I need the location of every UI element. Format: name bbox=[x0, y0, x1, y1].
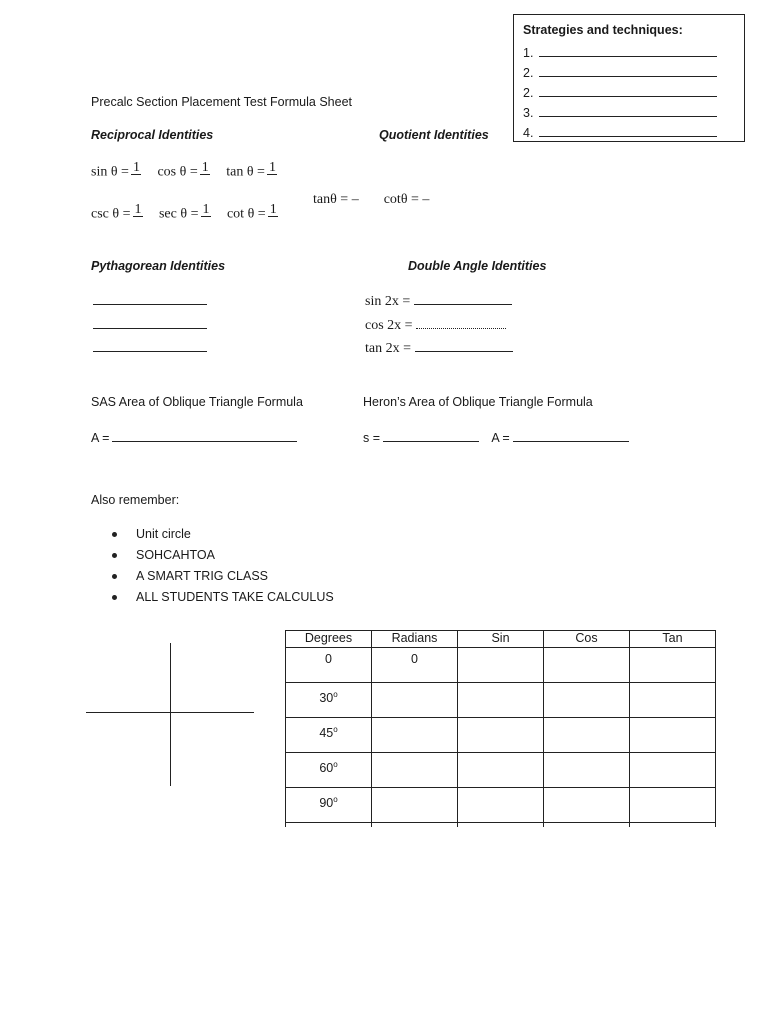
horizontal-axis bbox=[86, 712, 254, 713]
double-angle-sin: sin 2x = bbox=[365, 291, 512, 310]
pythagorean-blank[interactable] bbox=[93, 328, 207, 329]
cell-radians[interactable] bbox=[372, 753, 458, 788]
double-angle-cos: cos 2x = bbox=[365, 315, 506, 334]
cell-tan[interactable] bbox=[630, 648, 716, 683]
reciprocal-heading: Reciprocal Identities bbox=[91, 128, 214, 142]
double-angle-heading: Double Angle Identities bbox=[408, 259, 547, 273]
cell-radians[interactable] bbox=[372, 788, 458, 823]
cell-tan[interactable] bbox=[630, 683, 716, 718]
table-row bbox=[286, 683, 716, 718]
strategy-number: 2. bbox=[523, 66, 534, 80]
angle-table bbox=[285, 630, 716, 827]
double-angle-cos-blank[interactable] bbox=[416, 315, 506, 329]
strategy-line[interactable] bbox=[523, 123, 717, 139]
cell-degrees: 45$^o$ bbox=[286, 718, 372, 753]
table-cell bbox=[372, 823, 458, 828]
reciprocal-term: tan θ = 1 bbox=[226, 162, 278, 183]
sas-answer: A = bbox=[91, 428, 297, 445]
strategy-blank[interactable] bbox=[539, 63, 717, 77]
table-row bbox=[286, 753, 716, 788]
strategy-line[interactable] bbox=[523, 63, 717, 79]
cell-degrees: 90$^o$ bbox=[286, 788, 372, 823]
reciprocal-term: cos θ = 1 bbox=[157, 162, 210, 183]
cell-degrees: 0 bbox=[286, 648, 372, 683]
strategy-blank[interactable] bbox=[539, 103, 717, 117]
strategies-box bbox=[513, 14, 745, 142]
quotient-cot: cotθ = – bbox=[383, 192, 430, 207]
header-sin: Sin bbox=[458, 631, 544, 648]
cell-degrees: 30$^o$ bbox=[286, 683, 372, 718]
reciprocal-term: sec θ = 1 bbox=[159, 204, 211, 225]
cell-sin[interactable] bbox=[458, 648, 544, 683]
cell-cos[interactable] bbox=[544, 648, 630, 683]
reciprocal-term: sin θ = 1 bbox=[91, 162, 142, 183]
cell-cos[interactable] bbox=[544, 788, 630, 823]
strategy-blank[interactable] bbox=[539, 123, 717, 137]
table-header-row bbox=[286, 631, 716, 648]
heron-answer: s = A = bbox=[363, 428, 629, 445]
cell-degrees: 60$^o$ bbox=[286, 753, 372, 788]
vertical-axis bbox=[170, 643, 171, 786]
pythagorean-heading: Pythagorean Identities bbox=[91, 259, 226, 273]
strategy-blank[interactable] bbox=[539, 43, 717, 57]
pythagorean-blank[interactable] bbox=[93, 304, 207, 305]
cell-cos[interactable] bbox=[544, 683, 630, 718]
heron-s-blank[interactable] bbox=[383, 428, 479, 442]
sas-heading: SAS Area of Oblique Triangle Formula bbox=[91, 395, 303, 409]
cell-sin[interactable] bbox=[458, 718, 544, 753]
reciprocal-row-2 bbox=[91, 204, 291, 225]
cell-sin[interactable] bbox=[458, 788, 544, 823]
table-row bbox=[286, 788, 716, 823]
double-angle-tan-blank[interactable] bbox=[415, 338, 513, 352]
strategy-line[interactable] bbox=[523, 83, 717, 99]
header-cos: Cos bbox=[544, 631, 630, 648]
heron-a-blank[interactable] bbox=[513, 428, 629, 442]
reciprocal-term: csc θ = 1 bbox=[91, 204, 143, 225]
table-cell bbox=[286, 823, 372, 828]
sas-blank[interactable] bbox=[112, 428, 297, 442]
table-row bbox=[286, 718, 716, 753]
strategy-number: 2. bbox=[523, 86, 534, 100]
quotient-row bbox=[313, 192, 429, 208]
strategy-line[interactable] bbox=[523, 43, 717, 59]
table-row bbox=[286, 823, 716, 828]
double-angle-tan: tan 2x = bbox=[365, 338, 513, 357]
quotient-tan: tanθ = – bbox=[313, 192, 359, 207]
cell-cos[interactable] bbox=[544, 753, 630, 788]
strategy-line[interactable] bbox=[523, 103, 717, 119]
cell-tan[interactable] bbox=[630, 718, 716, 753]
heron-heading: Heron’s Area of Oblique Triangle Formula bbox=[363, 395, 593, 409]
table-cell bbox=[544, 823, 630, 828]
cell-cos[interactable] bbox=[544, 718, 630, 753]
cell-tan[interactable] bbox=[630, 788, 716, 823]
cell-radians[interactable] bbox=[372, 683, 458, 718]
double-angle-sin-blank[interactable] bbox=[414, 291, 512, 305]
strategies-title: Strategies and techniques: bbox=[523, 23, 683, 37]
quotient-heading: Quotient Identities bbox=[379, 128, 489, 142]
cell-sin[interactable] bbox=[458, 683, 544, 718]
table-row bbox=[286, 648, 716, 683]
cell-radians: 0 bbox=[372, 648, 458, 683]
cell-sin[interactable] bbox=[458, 753, 544, 788]
cell-radians[interactable] bbox=[372, 718, 458, 753]
header-tan: Tan bbox=[630, 631, 716, 648]
table-cell bbox=[630, 823, 716, 828]
pythagorean-blank[interactable] bbox=[93, 351, 207, 352]
remember-heading: Also remember: bbox=[91, 493, 180, 507]
reciprocal-row-1 bbox=[91, 162, 290, 183]
strategy-number: 4. bbox=[523, 126, 534, 140]
cell-tan[interactable] bbox=[630, 753, 716, 788]
strategy-blank[interactable] bbox=[539, 83, 717, 97]
table-cell bbox=[458, 823, 544, 828]
header-radians: Radians bbox=[372, 631, 458, 648]
strategy-number: 3. bbox=[523, 106, 534, 120]
reciprocal-term: cot θ = 1 bbox=[227, 204, 279, 225]
page-title: Precalc Section Placement Test Formula Sheet bbox=[91, 95, 353, 109]
header-degrees: Degrees bbox=[286, 631, 372, 648]
strategy-number: 1. bbox=[523, 46, 534, 60]
